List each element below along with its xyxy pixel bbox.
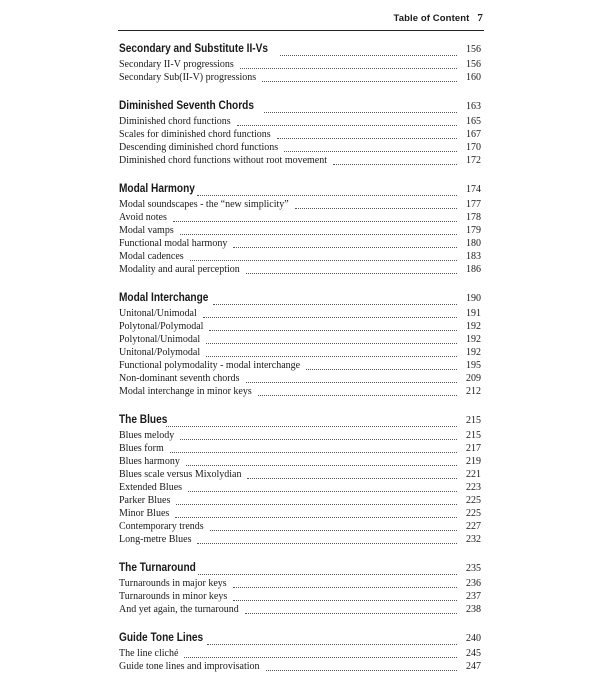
dot-leader — [210, 530, 457, 531]
toc-entry[interactable] — [119, 346, 481, 359]
dot-leader — [240, 68, 457, 69]
toc-entry[interactable] — [119, 577, 481, 590]
toc-entry-label: Secondary Sub(II-V) progressions — [119, 72, 257, 83]
toc-section — [119, 412, 481, 546]
toc-entry[interactable] — [119, 468, 481, 481]
toc-entry[interactable] — [119, 58, 481, 71]
toc-entry[interactable] — [119, 359, 481, 372]
toc-entry[interactable] — [119, 590, 481, 603]
toc-entry[interactable] — [119, 520, 481, 533]
toc-entry-label: Contemporary trends — [119, 521, 204, 532]
toc-section-heading[interactable] — [119, 560, 481, 577]
toc-entry-page-number: 215 — [466, 430, 481, 441]
toc-entry-page-number: 160 — [466, 72, 481, 83]
toc-entry[interactable] — [119, 372, 481, 385]
dot-leader — [284, 151, 457, 152]
toc-entry-label: Blues harmony — [119, 456, 180, 467]
toc-entry-label: Long-metre Blues — [119, 534, 192, 545]
dot-leader — [233, 600, 457, 601]
toc-entry[interactable] — [119, 481, 481, 494]
dot-leader — [306, 369, 457, 370]
toc-entry-page-number: 225 — [466, 508, 481, 519]
toc-entry-page-number: 245 — [466, 648, 481, 659]
toc-entry-page-number: 179 — [466, 225, 481, 236]
toc-entry-page-number: 186 — [466, 264, 481, 275]
toc-entry[interactable] — [119, 507, 481, 520]
dot-leader — [206, 356, 457, 357]
toc-heading-page-number: 235 — [466, 563, 481, 574]
toc-entry[interactable] — [119, 263, 481, 276]
toc-entry-label: Polytonal/Unimodal — [119, 334, 201, 345]
dot-leader — [197, 543, 457, 544]
dot-leader — [245, 613, 457, 614]
toc-section-heading[interactable] — [119, 630, 481, 647]
toc-entry[interactable] — [119, 442, 481, 455]
toc-entry-label: Non-dominant seventh chords — [119, 373, 240, 384]
toc-entry-page-number: 247 — [466, 661, 481, 672]
dot-leader — [233, 247, 457, 248]
toc-entry[interactable] — [119, 250, 481, 263]
toc-section-heading[interactable] — [119, 412, 481, 429]
running-header-page-number: 7 — [477, 12, 483, 24]
toc-entry-page-number: 236 — [466, 578, 481, 589]
dot-leader — [258, 395, 457, 396]
toc-entry-page-number: 165 — [466, 116, 481, 127]
dot-leader — [247, 478, 457, 479]
toc-entry-page-number: 156 — [466, 59, 481, 70]
toc-entry-label: Turnarounds in major keys — [119, 578, 227, 589]
toc-heading-page-number: 215 — [466, 415, 481, 426]
dot-leader — [264, 112, 457, 113]
toc-entry-page-number: 217 — [466, 443, 481, 454]
dot-leader — [213, 304, 457, 305]
dot-leader — [197, 195, 457, 196]
dot-leader — [266, 670, 457, 671]
toc-heading-label: Guide Tone Lines — [119, 632, 204, 644]
toc-entry[interactable] — [119, 198, 481, 211]
toc-entry-label: Turnarounds in minor keys — [119, 591, 228, 602]
running-header — [394, 12, 483, 24]
toc-entry-label: Blues form — [119, 443, 164, 454]
toc-section-heading[interactable] — [119, 290, 481, 307]
dot-leader — [188, 491, 457, 492]
toc-entry-page-number: 192 — [466, 321, 481, 332]
toc-entry[interactable] — [119, 533, 481, 546]
dot-leader — [209, 330, 457, 331]
toc-entry-page-number: 232 — [466, 534, 481, 545]
dot-leader — [246, 273, 457, 274]
toc-entry-page-number: 172 — [466, 155, 481, 166]
toc-entry-label: Descending diminished chord functions — [119, 142, 279, 153]
toc-entry[interactable] — [119, 237, 481, 250]
toc-entry-label: Parker Blues — [119, 495, 171, 506]
toc-entry-label: Polytonal/Polymodal — [119, 321, 204, 332]
table-of-contents — [119, 41, 481, 687]
dot-leader — [170, 452, 457, 453]
dot-leader — [176, 504, 457, 505]
toc-entry-page-number: 223 — [466, 482, 481, 493]
dot-leader — [262, 81, 457, 82]
toc-entry[interactable] — [119, 385, 481, 398]
toc-entry[interactable] — [119, 455, 481, 468]
toc-section-heading[interactable] — [119, 98, 481, 115]
toc-entry-label: Functional polymodality - modal interchange — [119, 360, 301, 371]
dot-leader — [180, 234, 457, 235]
toc-entry-label: Minor Blues — [119, 508, 170, 519]
toc-entry-label: Unitonal/Polymodal — [119, 347, 201, 358]
toc-entry-page-number: 195 — [466, 360, 481, 371]
dot-leader — [207, 644, 457, 645]
toc-entry-label: Modal cadences — [119, 251, 184, 262]
toc-entry-page-number: 227 — [466, 521, 481, 532]
toc-entry-label: The line cliché — [119, 648, 179, 659]
toc-entry[interactable] — [119, 224, 481, 237]
toc-entry[interactable] — [119, 115, 481, 128]
toc-entry-page-number: 237 — [466, 591, 481, 602]
dot-leader — [277, 138, 457, 139]
toc-section — [119, 560, 481, 616]
toc-entry-label: Guide tone lines and improvisation — [119, 661, 260, 672]
running-header-title: Table of Content — [393, 13, 470, 24]
toc-entry[interactable] — [119, 320, 481, 333]
toc-section — [119, 290, 481, 398]
toc-entry-page-number: 221 — [466, 469, 481, 480]
dot-leader — [166, 426, 457, 427]
toc-entry-label: Blues melody — [119, 430, 175, 441]
toc-heading-label: Modal Harmony — [119, 183, 195, 195]
toc-entry-page-number: 178 — [466, 212, 481, 223]
toc-heading-label: The Turnaround — [119, 562, 196, 574]
toc-entry[interactable] — [119, 494, 481, 507]
toc-section — [119, 181, 481, 276]
toc-entry[interactable] — [119, 603, 481, 616]
toc-entry-label: Secondary II-V progressions — [119, 59, 234, 70]
toc-entry[interactable] — [119, 333, 481, 346]
dot-leader — [173, 221, 457, 222]
toc-entry-page-number: 167 — [466, 129, 481, 140]
toc-entry[interactable] — [119, 128, 481, 141]
toc-entry-label: And yet again, the turnaround — [119, 604, 239, 615]
toc-entry-page-number: 225 — [466, 495, 481, 506]
toc-entry-label: Diminished chord functions without root movement — [119, 155, 328, 166]
toc-entry[interactable] — [119, 71, 481, 84]
toc-entry-label: Functional modal harmony — [119, 238, 228, 249]
toc-entry-page-number: 191 — [466, 308, 481, 319]
dot-leader — [237, 125, 457, 126]
toc-entry-label: Avoid notes — [119, 212, 167, 223]
toc-entry[interactable] — [119, 647, 481, 660]
dot-leader — [246, 382, 457, 383]
toc-section — [119, 630, 481, 673]
toc-section — [119, 98, 481, 167]
toc-entry-label: Scales for diminished chord functions — [119, 129, 271, 140]
dot-leader — [233, 587, 457, 588]
toc-entry-label: Modal interchange in minor keys — [119, 386, 252, 397]
dot-leader — [184, 657, 457, 658]
toc-entry-page-number: 209 — [466, 373, 481, 384]
toc-section — [119, 41, 481, 84]
dot-leader — [198, 574, 457, 575]
toc-section-heading[interactable] — [119, 181, 481, 198]
toc-heading-page-number: 190 — [466, 293, 481, 304]
toc-entry-page-number: 238 — [466, 604, 481, 615]
dot-leader — [206, 343, 457, 344]
dot-leader — [280, 55, 457, 56]
toc-entry[interactable] — [119, 154, 481, 167]
toc-entry-label: Extended Blues — [119, 482, 183, 493]
toc-entry-page-number: 177 — [466, 199, 481, 210]
toc-heading-page-number: 174 — [466, 184, 481, 195]
toc-entry-page-number: 192 — [466, 334, 481, 345]
toc-entry-label: Unitonal/Unimodal — [119, 308, 197, 319]
toc-entry-label: Blues scale versus Mixolydian — [119, 469, 242, 480]
dot-leader — [333, 164, 457, 165]
dot-leader — [295, 208, 457, 209]
toc-entry-page-number: 212 — [466, 386, 481, 397]
toc-entry-label: Diminished chord functions — [119, 116, 231, 127]
toc-heading-label: Diminished Seventh Chords — [119, 100, 254, 112]
toc-entry-page-number: 192 — [466, 347, 481, 358]
toc-entry-label: Modal soundscapes - the “new simplicity” — [119, 199, 289, 210]
toc-section-heading[interactable] — [119, 41, 481, 58]
dot-leader — [180, 439, 457, 440]
toc-entry-page-number: 180 — [466, 238, 481, 249]
toc-entry[interactable] — [119, 429, 481, 442]
dot-leader — [190, 260, 457, 261]
toc-heading-page-number: 163 — [466, 101, 481, 112]
toc-entry-page-number: 183 — [466, 251, 481, 262]
toc-heading-page-number: 240 — [466, 633, 481, 644]
toc-entry-page-number: 219 — [466, 456, 481, 467]
dot-leader — [186, 465, 457, 466]
dot-leader — [175, 517, 457, 518]
toc-entry-page-number: 170 — [466, 142, 481, 153]
toc-entry[interactable] — [119, 211, 481, 224]
toc-entry-label: Modality and aural perception — [119, 264, 240, 275]
toc-heading-label: Modal Interchange — [119, 292, 209, 304]
toc-entry[interactable] — [119, 307, 481, 320]
toc-entry-label: Modal vamps — [119, 225, 174, 236]
dot-leader — [203, 317, 457, 318]
toc-entry[interactable] — [119, 141, 481, 154]
toc-entry[interactable] — [119, 660, 481, 673]
toc-heading-page-number: 156 — [466, 44, 481, 55]
header-rule — [118, 30, 484, 31]
toc-heading-label: Secondary and Substitute II-Vs — [119, 43, 269, 55]
toc-heading-label: The Blues — [119, 414, 168, 426]
